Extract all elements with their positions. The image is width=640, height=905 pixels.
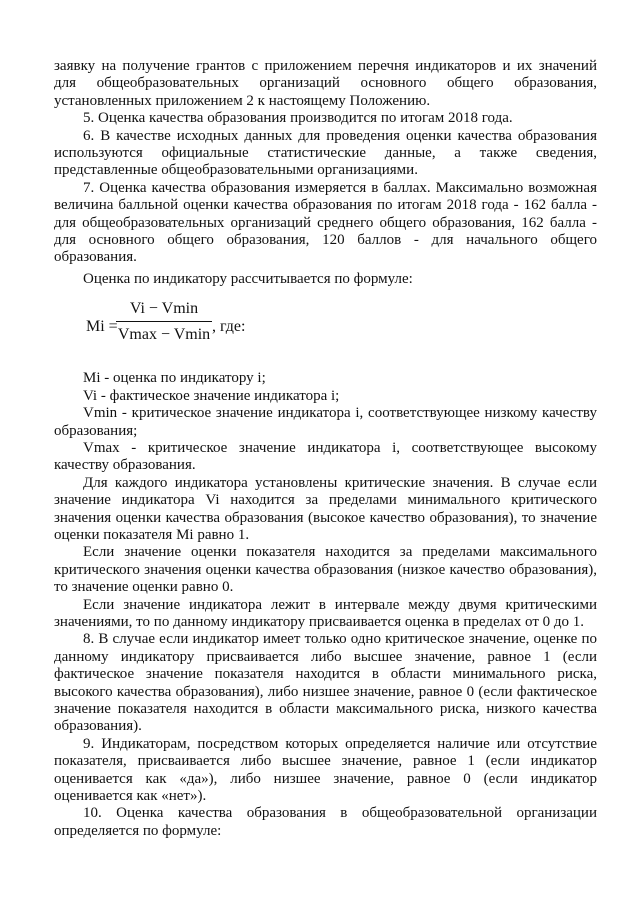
paragraph-item-10: 10. Оценка качества образования в общеобразовательной организации определяется по формуле:: [54, 805, 597, 839]
definition-mi: Mi - оценка по индикатору i;: [83, 370, 266, 387]
paragraph-item-6: 6. В качестве исходных данных для проведения оценки качества образования используются официальные статистические данные, а также сведения, представленные общеобразовательными организациями.: [54, 127, 597, 179]
paragraph-item-9: 9. Индикаторам, посредством которых определяется наличие или отсутствие показателя, присваивается либо высшее значение, равное 1 (если индикатор оценивается как «да»), либо низшее значение, равное 0 (если индикатор оценивается как «нет»).: [54, 735, 597, 805]
indicator-formula: [54, 298, 597, 362]
formula-lhs: Mi =: [86, 318, 118, 336]
formula-fraction: [116, 298, 212, 346]
fraction-bar: [116, 321, 212, 322]
definition-vi: Vi - фактическое значение индикатора i;: [83, 387, 340, 404]
document-page: [54, 58, 597, 840]
paragraph-max-critical: Если значение оценки показателя находится за пределами максимального критического значения оценки качества образования (низкое качество образования), то значение оценки равно 0.: [54, 544, 597, 596]
formula-suffix: , где:: [212, 318, 246, 336]
formula-numerator: Vi − Vmin: [129, 300, 199, 318]
paragraph-item-5: 5. Оценка качества образования производится по итогам 2018 года.: [83, 110, 513, 127]
paragraph-item-8: 8. В случае если индикатор имеет только одно критическое значение, оценке по данному индикатору присваивается либо высшее значение, равное 1 (если фактическое значение показателя находится в области минимального риска, высокого качества образования), либо низшее значение, равное 0 (если фактическое значение показателя находится в области максимального риска, низкого качества образования).: [54, 631, 597, 735]
paragraph-item-7: 7. Оценка качества образования измеряется в баллах. Максимально возможная величина балльной оценки качества образования по итогам 2018 года - 162 балла - для общеобразовательных организаций среднего общего образования, 162 балла - для основного общего образования, 120 баллов - для начального общего образования.: [54, 179, 597, 266]
paragraph-interval: Если значение индикатора лежит в интервале между двумя критическими значениями, то по данному индикатору присваивается оценка в пределах от 0 до 1.: [54, 596, 597, 630]
paragraph-grant-application: заявку на получение грантов с приложением перечня индикаторов и их значений для общеобразовательных организаций основного общего образования, установленных приложением 2 к настоящему Положению.: [54, 58, 597, 109]
formula-intro: Оценка по индикатору рассчитывается по формуле:: [83, 270, 413, 287]
formula-denominator: Vmax − Vmin: [117, 326, 211, 344]
definition-vmax: Vmax - критическое значение индикатора i, соответствующее высокому качеству образования.: [54, 439, 597, 474]
definition-vmin: Vmin - критическое значение индикатора i, соответствующее низкому качеству образования;: [54, 405, 597, 439]
paragraph-critical-values: Для каждого индикатора установлены критические значения. В случае если значение индикатора Vi находится за пределами минимального критического значения оценки качества образования (высокое качество образования), то значение оценки показателя Mi равно 1.: [54, 474, 597, 543]
